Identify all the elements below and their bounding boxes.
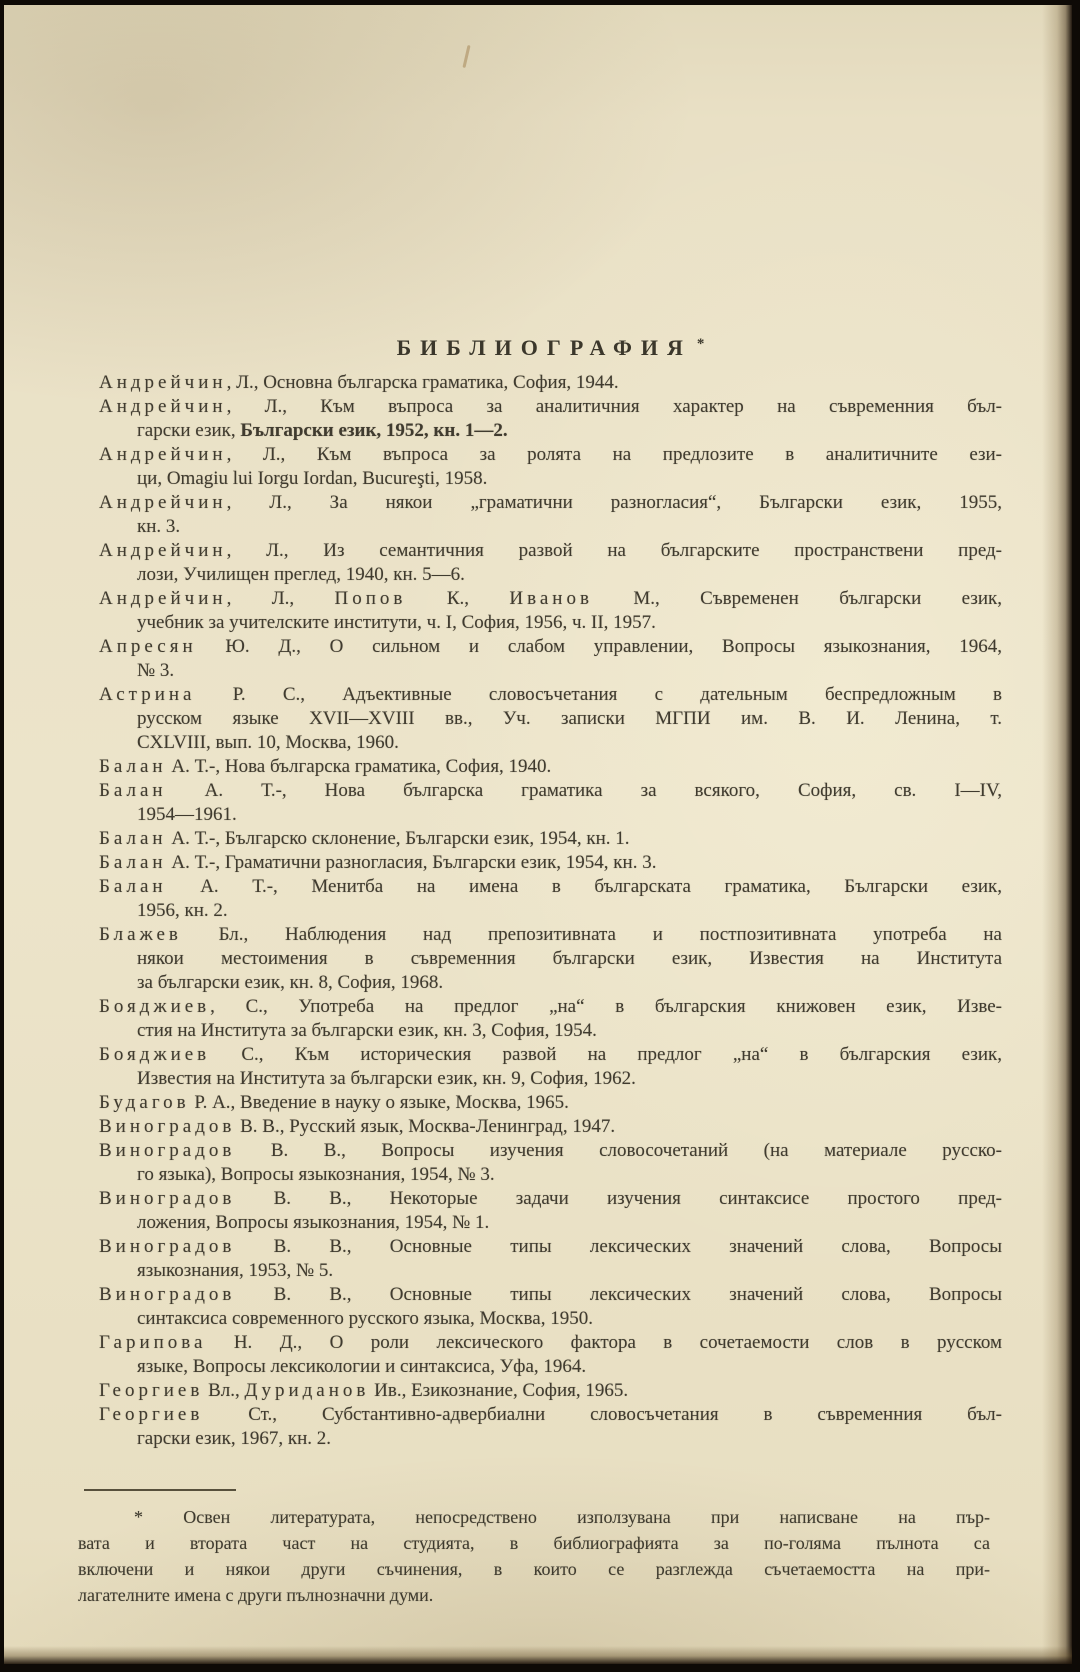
- bibliography-line: [99, 731, 1002, 755]
- author-name: Балан: [99, 780, 167, 801]
- entry-text: русском языке XVII—XVIII вв., Уч. записки МГПИ им. В. И. Ленина, т.: [137, 708, 1002, 729]
- bibliography-line: [99, 875, 1002, 899]
- entry-text: кн. 3.: [137, 516, 181, 537]
- author-name: Андрейчин: [99, 540, 227, 561]
- entry-text: за български език, кн. 8, София, 1968.: [137, 972, 444, 993]
- bibliography-line: [99, 1019, 1002, 1043]
- bibliography-line: [99, 707, 1002, 731]
- author-name: Попов: [334, 588, 407, 609]
- entry-text: , Л.,: [226, 588, 335, 609]
- author-name: Андрейчин: [99, 492, 227, 513]
- entry-text: , Л., Към въпроса за аналитичния характер на съвременния бъл-: [226, 396, 1002, 417]
- bibliography-line: [99, 779, 1002, 803]
- pen-mark: [462, 45, 470, 68]
- entry-text: Ив., Езикознание, София, 1965.: [369, 1380, 629, 1401]
- entry-text: , Л., Към въпроса за ролята на предлозите в аналитичните ези-: [226, 444, 1002, 465]
- entry-text: В. В., Некоторые задачи изучения синтаксисе простого пред-: [235, 1188, 1002, 1209]
- bibliography-line: [99, 659, 1002, 683]
- author-name: Астрина: [99, 684, 196, 705]
- entry-text: М., Съвременен български език,: [592, 588, 1002, 609]
- entry-text: А. Т.-, Нова българска граматика, София, 1940.: [166, 756, 552, 777]
- entry-text: , С., Употреба на предлог „на“ в българския книжовен език, Изве-: [210, 996, 1002, 1017]
- footnote: [78, 1504, 990, 1608]
- bibliography-line: [99, 1355, 1002, 1379]
- footnote-line: вата и втората част на студията, в библиографията за по-голяма пълнота са: [78, 1533, 990, 1553]
- entry-text: Вл.,: [203, 1380, 245, 1401]
- entry-text: го языка), Вопросы языкознания, 1954, № 3.: [137, 1164, 495, 1185]
- author-name: Балан: [99, 828, 167, 849]
- bibliography-line: [99, 971, 1002, 995]
- entry-text: К.,: [406, 588, 510, 609]
- page-paper: [4, 5, 1072, 1664]
- author-name: Апресян: [99, 636, 197, 657]
- author-name: Виноградов: [99, 1140, 236, 1161]
- bibliography-line: [99, 1187, 1002, 1211]
- footnote-rule: [84, 1489, 236, 1491]
- bibliography-line: [99, 563, 1002, 587]
- page-title: [99, 335, 1002, 361]
- author-name: Георгиев: [99, 1404, 204, 1425]
- entry-text: В. В., Основные типы лексических значений слова, Вопросы: [235, 1236, 1002, 1257]
- page-edge-shadow-right: [1042, 5, 1072, 1664]
- entry-text: А. Т.-, Граматични разногласия, Български език, 1954, кн. 3.: [166, 852, 657, 873]
- footnote-marker-icon: *: [696, 336, 705, 352]
- bibliography-line: [99, 1427, 1002, 1451]
- bibliography-line: [99, 443, 1002, 467]
- bibliography-line: [99, 1067, 1002, 1091]
- entry-text: С., Към историческия развой на предлог „на“ в българския език,: [210, 1044, 1002, 1065]
- bibliography-line: [99, 1283, 1002, 1307]
- bibliography-line: [99, 683, 1002, 707]
- entry-text: Български език, 1952, кн. 1—2.: [240, 420, 508, 441]
- author-name: Георгиев: [99, 1380, 204, 1401]
- footnote-line: лагателните имена с други пълнозначни думи.: [78, 1585, 434, 1605]
- entry-text: Бл., Наблюдения над препозитивната и постпозитивната употреба на: [181, 924, 1002, 945]
- author-name: Балан: [99, 852, 167, 873]
- entry-text: учебник за учителските институти, ч. I, София, 1956, ч. II, 1957.: [137, 612, 656, 633]
- bibliography-line: [99, 635, 1002, 659]
- bibliography-line: [99, 1115, 1002, 1139]
- bibliography-line: [99, 1331, 1002, 1355]
- author-name: Бояджиев: [99, 996, 211, 1017]
- entry-text: языкознания, 1953, № 5.: [137, 1260, 334, 1281]
- author-name: Андрейчин: [99, 444, 227, 465]
- entry-text: лози, Училищен преглед, 1940, кн. 5—6.: [137, 564, 465, 585]
- author-name: Балан: [99, 756, 167, 777]
- bibliography-line: [99, 947, 1002, 971]
- bibliography-line: [99, 1163, 1002, 1187]
- entry-text: Р. А., Введение в науку о языке, Москва, 1965.: [189, 1092, 569, 1113]
- bibliography-line: [99, 467, 1002, 491]
- entry-text: 1954—1961.: [137, 804, 237, 825]
- bibliography-list: [99, 371, 1002, 1451]
- entry-text: А. Т.-, Менитба на имена в българската граматика, Български език,: [166, 876, 1002, 897]
- bibliography-line: [99, 611, 1002, 635]
- author-name: Андрейчин: [99, 372, 227, 393]
- author-name: Виноградов: [99, 1236, 236, 1257]
- bibliography-line: [99, 515, 1002, 539]
- author-name: Бояджиев: [99, 1044, 211, 1065]
- bibliography-line: [99, 1259, 1002, 1283]
- bibliography-line: [99, 1091, 1002, 1115]
- author-name: Виноградов: [99, 1188, 236, 1209]
- entry-text: , Л., Основна българска граматика, София, 1944.: [226, 372, 619, 393]
- entry-text: В. В., Русский язык, Москва-Ленинград, 1947.: [235, 1116, 616, 1137]
- bibliography-line: [99, 539, 1002, 563]
- author-name: Виноградов: [99, 1284, 236, 1305]
- entry-text: CXLVIII, вып. 10, Москва, 1960.: [137, 732, 399, 753]
- bibliography-line: [99, 899, 1002, 923]
- bibliography-line: [99, 1211, 1002, 1235]
- author-name: Дуриданов: [244, 1380, 370, 1401]
- entry-text: Известия на Института за български език, кн. 9, София, 1962.: [137, 1068, 636, 1089]
- entry-text: Н. Д., О роли лексического фактора в сочетаемости слов в русском: [206, 1332, 1002, 1353]
- page-edge-shadow-bottom: [4, 1646, 1072, 1664]
- author-name: Иванов: [509, 588, 593, 609]
- entry-text: А. Т.-, Българско склонение, Български език, 1954, кн. 1.: [166, 828, 630, 849]
- author-name: Гарипова: [99, 1332, 207, 1353]
- entry-text: В. В., Основные типы лексических значений слова, Вопросы: [235, 1284, 1002, 1305]
- bibliography-line: [99, 923, 1002, 947]
- entry-text: Р. С., Адъективные словосъчетания с дательным беспредложным в: [195, 684, 1002, 705]
- footnote-line: * Освен литературата, непосредствено използувана при написване на пър-: [134, 1507, 990, 1527]
- entry-text: А. Т.-, Нова българска граматика за всякого, София, св. I—IV,: [166, 780, 1002, 801]
- bibliography-line: [99, 995, 1002, 1019]
- entry-text: някои местоимения в съвременния български език, Известия на Института: [137, 948, 1002, 969]
- bibliography-line: [99, 395, 1002, 419]
- bibliography-line: [99, 803, 1002, 827]
- entry-text: стия на Института за български език, кн. 3, София, 1954.: [137, 1020, 597, 1041]
- bibliography-line: [99, 491, 1002, 515]
- bibliography-line: [99, 1379, 1002, 1403]
- entry-text: , Л., За някои „граматични разногласия“, Български език, 1955,: [226, 492, 1002, 513]
- bibliography-line: [99, 1235, 1002, 1259]
- bibliography-line: [99, 851, 1002, 875]
- bibliography-line: [99, 371, 1002, 395]
- bibliography-line: [99, 755, 1002, 779]
- bibliography-line: [99, 419, 1002, 443]
- entry-text: языке, Вопросы лексикологии и синтаксиса, Уфа, 1964.: [137, 1356, 587, 1377]
- entry-text: гарски език,: [137, 420, 241, 441]
- bibliography-line: [99, 1307, 1002, 1331]
- entry-text: синтаксиса современного русского языка, Москва, 1950.: [137, 1308, 593, 1329]
- entry-text: гарски език, 1967, кн. 2.: [137, 1428, 332, 1449]
- author-name: Виноградов: [99, 1116, 236, 1137]
- author-name: Андрейчин: [99, 396, 227, 417]
- page-title-text: БИБЛИОГРАФИЯ: [396, 335, 692, 360]
- footnote-line: включени и някои други съчинения, в които се разглежда съчетаемостта на при-: [78, 1559, 990, 1579]
- entry-text: , Л., Из семантичния развой на българските пространствени пред-: [226, 540, 1002, 561]
- entry-text: Ю. Д., О сильном и слабом управлении, Вопросы языкознания, 1964,: [196, 636, 1002, 657]
- entry-text: № 3.: [137, 660, 175, 681]
- bibliography-line: [99, 587, 1002, 611]
- author-name: Балан: [99, 876, 167, 897]
- bibliography-line: [99, 827, 1002, 851]
- entry-text: ци, Omagiu lui Iorgu Iordan, Bucureşti, 1958.: [137, 468, 488, 489]
- entry-text: В. В., Вопросы изучения словосочетаний (на материале русско-: [235, 1140, 1002, 1161]
- author-name: Андрейчин: [99, 588, 227, 609]
- bibliography-line: [99, 1043, 1002, 1067]
- entry-text: Ст., Субстантивно-адвербиални словосъчетания в съвременния бъл-: [203, 1404, 1002, 1425]
- entry-text: 1956, кн. 2.: [137, 900, 228, 921]
- author-name: Блажев: [99, 924, 182, 945]
- bibliography-line: [99, 1403, 1002, 1427]
- author-name: Будагов: [99, 1092, 190, 1113]
- bibliography-line: [99, 1139, 1002, 1163]
- entry-text: ложения, Вопросы языкознания, 1954, № 1.: [137, 1212, 490, 1233]
